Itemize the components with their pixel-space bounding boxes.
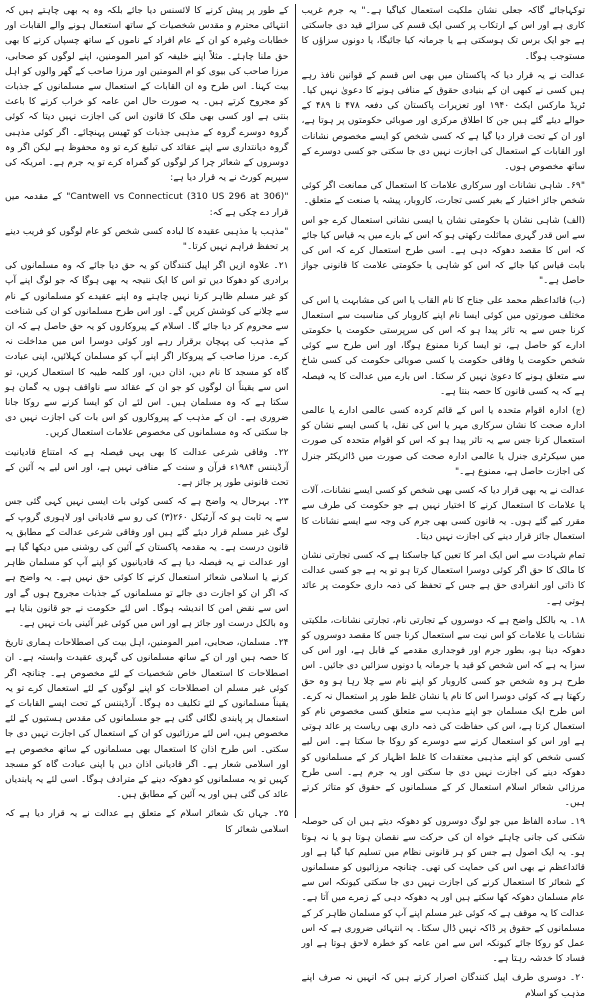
- body-paragraph: (ج) ادارہ اقوام متحدہ یا اس کے قائم کردہ کسی عالمی ادارے یا عالمی ادارہ صحت کا نشان سرکاری مہر یا اس کی نقل، یا کسی ایسے نشان کو استعمال کرنا جس سے یہ تاثر پیدا ہو کہ اس کو اقوام متحدہ کی صورت میں سیکرٹری جنرل یا عالمی ادارہ صحت کی صورت میں ڈائریکٹر جنرل کی اجازت حاصل ہے، ممنوع ہے۔": [301, 406, 585, 477]
- body-paragraph: (الف) شاہی نشان یا حکومتی نشان یا ایسی نشانی استعمال کرے جو اس سے اس قدر گہری مماثلت رکھتی ہو کہ اس کے بارے میں یہ قیاس کیا جائے کہ اس کا مقصد دھوکہ دہی ہے۔ اسی طرح استعمال کرے کہ اس کی بابت قیاس کیا جائے کہ اس کو شاہی یا حکومتی علامت کا قانونی جواز حاصل ہے۔": [301, 215, 585, 287]
- body-paragraph: ۲۳۔ بہرحال یہ واضح ہے کہ کسی کوئی بات ایسی نہیں کہی گئی جس سے یہ ثابت ہو کہ آرٹیکل ۲۶۰(۳) کی رو سے قادیانی اور لاہوری گروپ کے لوگ غیر مسلم قرار دیئے گئے ہیں اور وفاقی شرعی عدالت کے مطابق یہ قانون درست ہے۔ یہ مقدمہ پاکستان کے آئین کی روشنی میں دیکھا گیا ہے اور عدالت نے یہ فیصلہ دیا ہے کہ قادیانیوں کو اپنے آپ کو مسلمان ظاہر کرنے یا اسلامی شعائر استعمال کرنے کا کوئی حق نہیں ہے۔ یہ واضح ہے کہ اگر ان کو اجازت دی جائے تو مسلمانوں کے جذبات مجروح ہوں گے اور اس سے نقض امن کا اندیشہ ہوگا۔ اس لئے حکومت نے جو قانون بنایا ہے وہ بالکل درست اور جائز ہے اور اس میں کوئی غیر آئینی بات نہیں ہے۔: [5, 497, 289, 629]
- body-paragraph: ۲۰۔ دوسری طرف اپیل کنندگان اصرار کرتے ہیں کہ انہیں نہ صرف اپنے مذہب کو اسلام: [301, 973, 585, 999]
- left-text-column: [5, 4, 295, 835]
- body-paragraph: "۶۹۔ شاہی نشانات اور سرکاری علامات کا استعمال کی ممانعت اگر کوئی شخص جائز اختیار کے بغیر کسی تجارت، کاروبار، پیشہ یا صنعت کے متعلق۔: [301, 181, 585, 207]
- body-paragraph: ۲۴۔ مسلمان، صحابی، امیر المومنین، اہل بیت کی اصطلاحات ہماری تاریخ کا حصہ ہیں اور ان کے ساتھ مسلمانوں کی گہری عقیدت وابستہ ہے۔ ان اصطلاحات کا استعمال خاص شخصیات کے لئے مخصوص ہے۔ چنانچہ اگر کوئی غیر مسلم ان اصطلاحات کو اپنے لوگوں کے لئے استعمال کرے تو یہ یقیناً مسلمانوں کے لئے تکلیف دہ ہوگا۔ آرڈیننس کے تحت ایسے القابات کے استعمال پر پابندی لگائی گئی ہے جو مسلمانوں کی مقدس ہستیوں کے لئے مخصوص ہیں، اس لئے مرزائیوں کو ان کے استعمال کی اجازت نہیں دی جا سکتی۔ اس طرح اذان کا استعمال بھی مسلمانوں کے ساتھ مخصوص ہے اور اسلامی شعار ہے۔ اگر قادیانی اذان دیں یا اپنی عبادت گاہ کو مسجد کہیں تو یہ مسلمانوں کو دھوکہ دینے کے مترادف ہوگا۔ اسی لئے یہ پابندیاں عائد کی گئی ہیں اور یہ آئین کے مطابق ہیں۔: [5, 638, 289, 801]
- body-paragraph: ۲۱۔ علاوہ ازیں اگر اپیل کنندگان کو یہ حق دیا جائے کہ وہ مسلمانوں کی برادری کو دھوکا دیں تو اس کا ایک نتیجہ یہ بھی ہوگا کہ جو لوگ اپنے آپ کو غیر مسلم ظاہر کرنا نہیں چاہتے وہ اپنے عقیدے کو مسلمانوں کے نام سے چلانے کی کوشش کریں گے۔ اور اس طرح مسلمانوں کو ان کی شناخت سے محروم کر دیا جائے گا۔ اسلام کے پیروکاروں کو یہ حق حاصل ہے کہ ان کے مذہب کی پہچان برقرار رہے اور کوئی دوسرا اس میں مداخلت نہ کرے۔ مرزا صاحب کے پیروکار اگر اپنے آپ کو مسلمان کہلائیں، اپنی عبادت گاہ کو مسجد کا نام دیں، اذان دیں، اور کلمہ طیبہ کا استعمال کریں، تو اس سے یقیناً ان لوگوں کو جو ان کے عقائد سے ناواقف ہوں یہ گمان ہو سکتا ہے کہ وہ مسلمان ہیں۔ اس لئے ان کو ایسا کرنے سے روکا جانا ضروری ہے۔ ان کے مذہب کے پیروکاروں کو اس بات کی اجازت نہیں دی جا سکتی کہ وہ مسلمانوں کی مخصوص علامات استعمال کریں۔: [5, 261, 289, 439]
- body-paragraph: ۱۹۔ سادہ الفاظ میں جو لوگ دوسروں کو دھوکہ دیتے ہیں ان کی حوصلہ شکنی کی جانی چاہئے خواہ ان کی حرکت سے نقصان ہوتا ہو یا نہ ہوتا ہو۔ یہ ایک اصول ہے جس کو ہر قانونی نظام میں تسلیم کیا گیا ہے اور قائداعظم نے بھی اس کی حمایت کی تھی۔ چنانچہ مرزائیوں کو مسلمانوں کے شعائر کا استعمال کرنے کی اجازت نہیں دی جا سکتی کیونکہ اس سے عام مسلمان دھوکہ کھا سکتے ہیں اور یہ دھوکہ دہی کے زمرے میں آتا ہے۔ عدالت کا یہ موقف ہے کہ کوئی غیر مسلم اپنے آپ کو مسلمان ظاہر کر کے مسلمانوں کے حقوق پر ڈاکہ نہیں ڈال سکتا۔ یہ انتہائی ضروری ہے کہ اس عمل کو روکا جائے کیونکہ اس سے امن عامہ کو خطرہ لاحق ہوتا ہے اور فساد کا خدشہ رہتا ہے۔: [301, 817, 585, 965]
- body-paragraph: عدالت نے یہ بھی قرار دیا کہ کسی بھی شخص کو کسی ایسے نشانات، آلات یا علامات کا استعمال کرنے کا اختیار نہیں ہے جو حکومت کی طرف سے مقرر کیے گئے ہوں۔ یہ قانون کسی بھی جرم کی وجہ سے ایسے نشانات کا استعمال جائز قرار دینے کی اجازت نہیں دیتا۔: [301, 486, 585, 542]
- body-paragraph: (ب) قائداعظم محمد علی جناح کا نام القاب یا اس کی مشابہت یا اس کی مختلف صورتوں میں کوئی ایسا نام اپنے کاروبار کی مناسبت سے استعمال کرنا جس سے یہ تاثر پیدا ہو کہ اس کی سرپرستی حکومت یا حکومتی ادارے کو حاصل ہے، تو ایسا کرنا ممنوع ہوگا، اور اس طرح سے کوئی شخص حکومت یا وفاقی حکومت یا کسی صوبائی حکومت کی کسی شاخ سے متعلق ہونے کا دعویٰ نہیں کر سکتا۔ اس بارے میں عدالت کا یہ فیصلہ ہے کہ یہ کسی قانون کا حصہ بنتا ہے۔: [301, 295, 585, 397]
- body-paragraph: توکہاجائے گاکہ جعلی نشان ملکیت استعمال کیاگیا ہے۔" یہ جرم غریب کاری ہے اور اس کے ارتکاب پر کسی ایک قسم کی سزائے قید دی جاسکتی ہے جو ایک برس تک ہوسکتی ہے یا جرمانہ کیا جائیگا، یا دونوں سزاؤں کا مستوجب ہوگا۔: [301, 6, 585, 62]
- right-text-column: [296, 4, 586, 999]
- body-paragraph: "مذہب یا مذہبی عقیدہ کا لبادہ کسی شخص کو عام لوگوں کو فریب دینے پر تحفظ فراہم نہیں کرتا۔": [5, 226, 289, 253]
- body-paragraph: ۱۸۔ یہ بالکل واضح ہے کہ دوسروں کے تجارتی نام، تجارتی نشانات، ملکیتی نشانات یا علامات کو اس نیت سے استعمال کرنا جس کا مقصد دوسروں کو دھوکہ دینا ہو، بطور جرم اور فوجداری مقدمے کے قابل ہے، اور اس کی سزا یہ ہے کہ اس شخص کو قید یا جرمانہ یا دونوں سزائیں دی جائیں۔ اس طرح ہر وہ شخص جو کسی کاروبار کو اپنے نام سے چلا رہا ہو وہ حق رکھتا ہے کہ کوئی دوسرا اس کا نام یا نشان غلط طور پر استعمال نہ کرے۔ اس طرح ایک مسلمان جو اپنے مذہب سے متعلق کسی مخصوص نام کو استعمال کرتا ہے، اس کی حفاظت کی ذمہ داری بھی ریاست پر عائد ہوتی ہے اور اس کو استعمال کرنے سے دوسرے کو روکا جا سکتا ہے۔ اس لیے کسی شخص کو اپنے مذہبی معتقدات کا غلط اظہار کر کے مسلمانوں کو دھوکہ دینے کی اجازت نہیں دی جا سکتی اور یہ جرم ہے۔ اسی طرح مرزائی شعائر اسلام استعمال کر کے مسلمانوں کے حقوق کو متاثر کرتے ہیں۔: [301, 615, 585, 809]
- body-paragraph: عدالت نے یہ قرار دیا کہ پاکستان میں بھی اس قسم کے قوانین نافذ رہے ہیں کسی نے کبھی ان کے بنیادی حقوق کے منافی ہونے کا دعویٰ نہیں کیا۔ ٹریڈ مارکس ایکٹ ۱۹۴۰ اور تعزیرات پاکستان کی دفعہ ۴۷۸ تا ۴۸۹ کے حوالے دیئے گئے ہیں جن کا اطلاق مرکزی اور صوبائی حکومتوں پر ہوتا ہے، اور ان کے تحت قرار دیا گیا ہے کہ کسی شخص کو ایسے مخصوص نشانات اور القابات کے استعمال کی اجازت نہیں دی جا سکتی جو کسی دوسرے کے ساتھ مخصوص ہوں۔: [301, 70, 585, 173]
- body-paragraph: کے طور پر پیش کرنے کا لائسنس دیا جائے بلکہ وہ یہ بھی چاہتے ہیں کہ انتہائی محترم و مقدس شخصیات کے ساتھ استعمال ہونے والے القابات اور خطابات وغیرہ کو ان کے عام افراد کے ناموں کے ساتھ چسپاں کرنے کا بھی حق ملنا چاہئے۔ مثلاً اپنے خلیفہ کو امیر المومنین، اپنے لوگوں کو صحابی، مرزا صاحب کی بیوی کو ام المومنین اور مرزا صاحب کے گھر والوں کو اہل بیت کہنا۔ اس طرح وہ ان القابات کے استعمال سے مسلمانوں کے جذبات کو مجروح کرتے ہیں۔ یہ صورت حال امن عامہ کو خراب کرنے کا باعث بنتی ہے اور کسی بھی ملک کا قانون اس کی اجازت نہیں دیتا کہ کوئی گروہ دوسرے گروہ کے مذہبی جذبات کو ٹھیس پہنچائے۔ اگر کوئی مذہبی گروہ دیانتداری سے اپنے عقائد کی تبلیغ کرے تو وہ محفوظ ہے لیکن اگر وہ دوسروں کے شعائر چرا کر لوگوں کو گمراہ کرے تو یہ جرم ہے۔ امریکہ کی سپریم کورٹ نے یہ قرار دیا ہے:: [5, 6, 289, 184]
- citation-paragraph: "Cantwell vs Connecticut (310 US 296 at 306)" کے مقدمہ میں قرار دے چکی ہے کہ:: [5, 192, 289, 218]
- body-paragraph: ۲۵۔ جہاں تک شعائر اسلام کے متعلق ہے عدالت نے یہ قرار دیا ہے کہ اسلامی شعائر کا: [5, 809, 289, 835]
- body-paragraph: تمام شہادت سے اس ایک امر کا تعین کیا جاسکتا ہے کہ کسی تجارتی نشان کا مالک کا حق اگر کوئی دوسرا استعمال کرتا ہو تو یہ ہے جو کسی عدالت کا ذاتی اور انفرادی حق ہے جس کے تحفظ کی ذمہ داری حکومت پر عائد ہوتی ہے۔: [301, 550, 585, 607]
- body-paragraph: ۲۲۔ وفاقی شرعی عدالت کا بھی یہی فیصلہ ہے کہ امتناع قادیانیت آرڈیننس ۱۹۸۴ء قرآن و سنت کے منافی نہیں ہے، اور اس لیے یہ آئین کے تحت قانونی طور پر جائز ہے۔: [5, 447, 289, 489]
